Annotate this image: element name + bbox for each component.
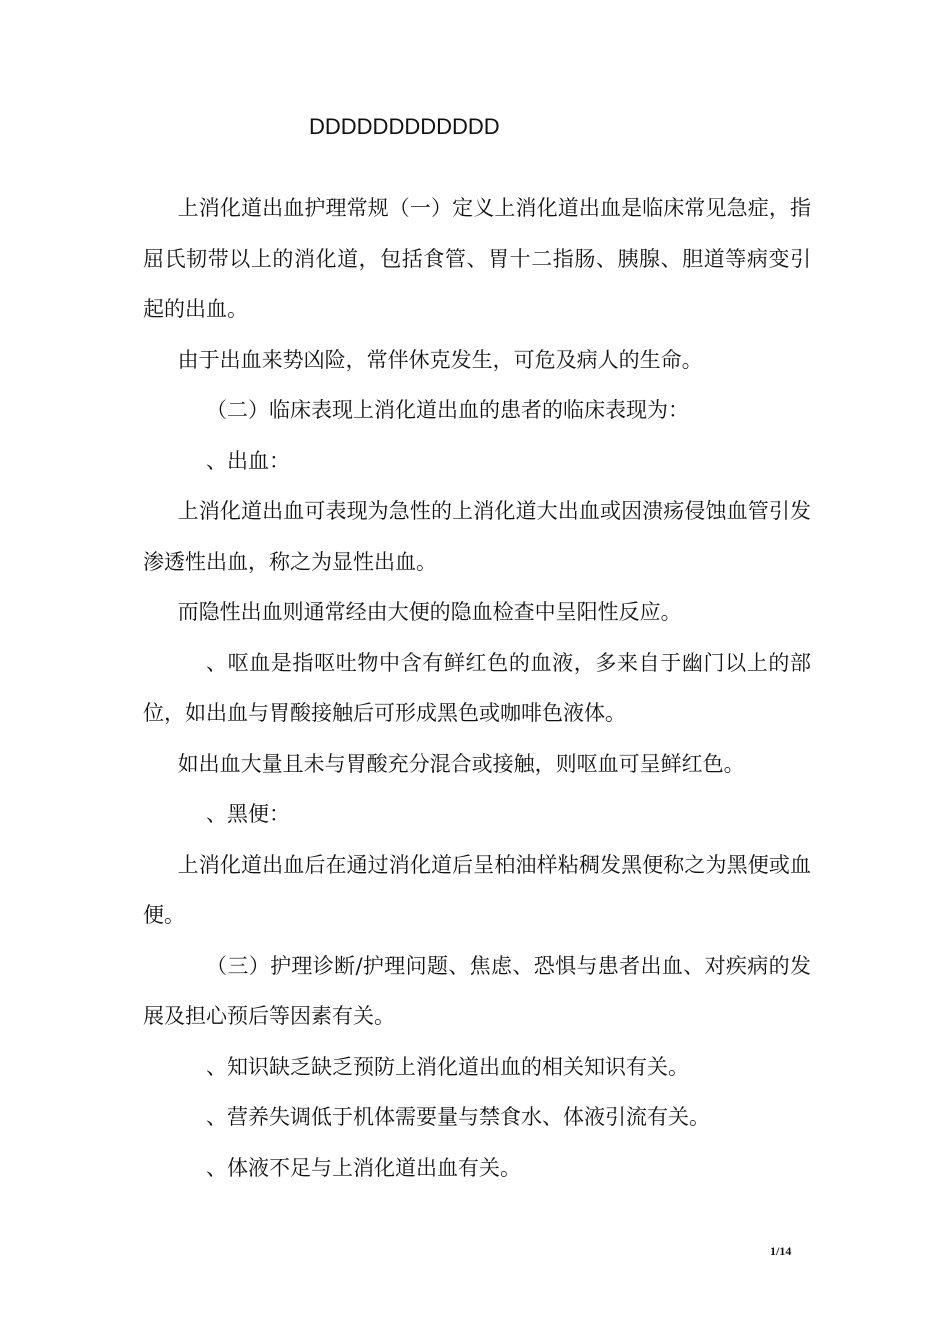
paragraph-nursing-diagnosis: （三）护理诊断/护理问题、焦虑、恐惧与患者出血、对疾病的发展及担心预后等因素有关。 <box>143 953 811 1028</box>
document-body <box>143 183 811 1193</box>
paragraph-melena-heading: 、黑便： <box>206 802 290 826</box>
paragraph-shock-risk: 由于出血来势凶险，常伴休克发生，可危及病人的生命。 <box>177 347 703 372</box>
paragraph-fluid-deficit: 、体液不足与上消化道出血有关。 <box>206 1155 521 1180</box>
document-header-title: DDDDDDDDDDDD <box>309 114 500 139</box>
paragraph-knowledge-deficit: 、知识缺乏缺乏预防上消化道出血的相关知识有关。 <box>206 1054 689 1079</box>
paragraph-overt-bleeding: 上消化道出血可表现为急性的上消化道大出血或因溃疡侵蚀血管引发渗透性出血，称之为显性出血。 <box>143 499 811 574</box>
paragraph-bright-red: 如出血大量且未与胃酸充分混合或接触，则呕血可呈鲜红色。 <box>177 751 745 776</box>
paragraph-definition: 上消化道出血护理常规（一）定义上消化道出血是临床常见急症，指屈氏韧带以上的消化道，包括食管、胃十二指肠、胰腺、胆道等病变引起的出血。 <box>143 196 811 321</box>
paragraph-occult-bleeding: 而隐性出血则通常经由大便的隐血检查中呈阳性反应。 <box>177 600 682 624</box>
paragraph-hematemesis: 、呕血是指呕吐物中含有鲜红色的血液，多来自于幽门以上的部位，如出血与胃酸接触后可形成黑色或咖啡色液体。 <box>143 650 811 725</box>
paragraph-bleeding-heading: 、出血： <box>206 448 290 473</box>
paragraph-melena: 上消化道出血后在通过消化道后呈柏油样粘稠发黑便称之为黑便或血便。 <box>143 852 811 927</box>
paragraph-clinical-heading: （二）临床表现上消化道出血的患者的临床表现为： <box>206 398 689 422</box>
paragraph-nutrition: 、营养失调低于机体需要量与禁食水、体液引流有关。 <box>206 1105 710 1129</box>
page-number: 1/14 <box>770 1244 792 1258</box>
